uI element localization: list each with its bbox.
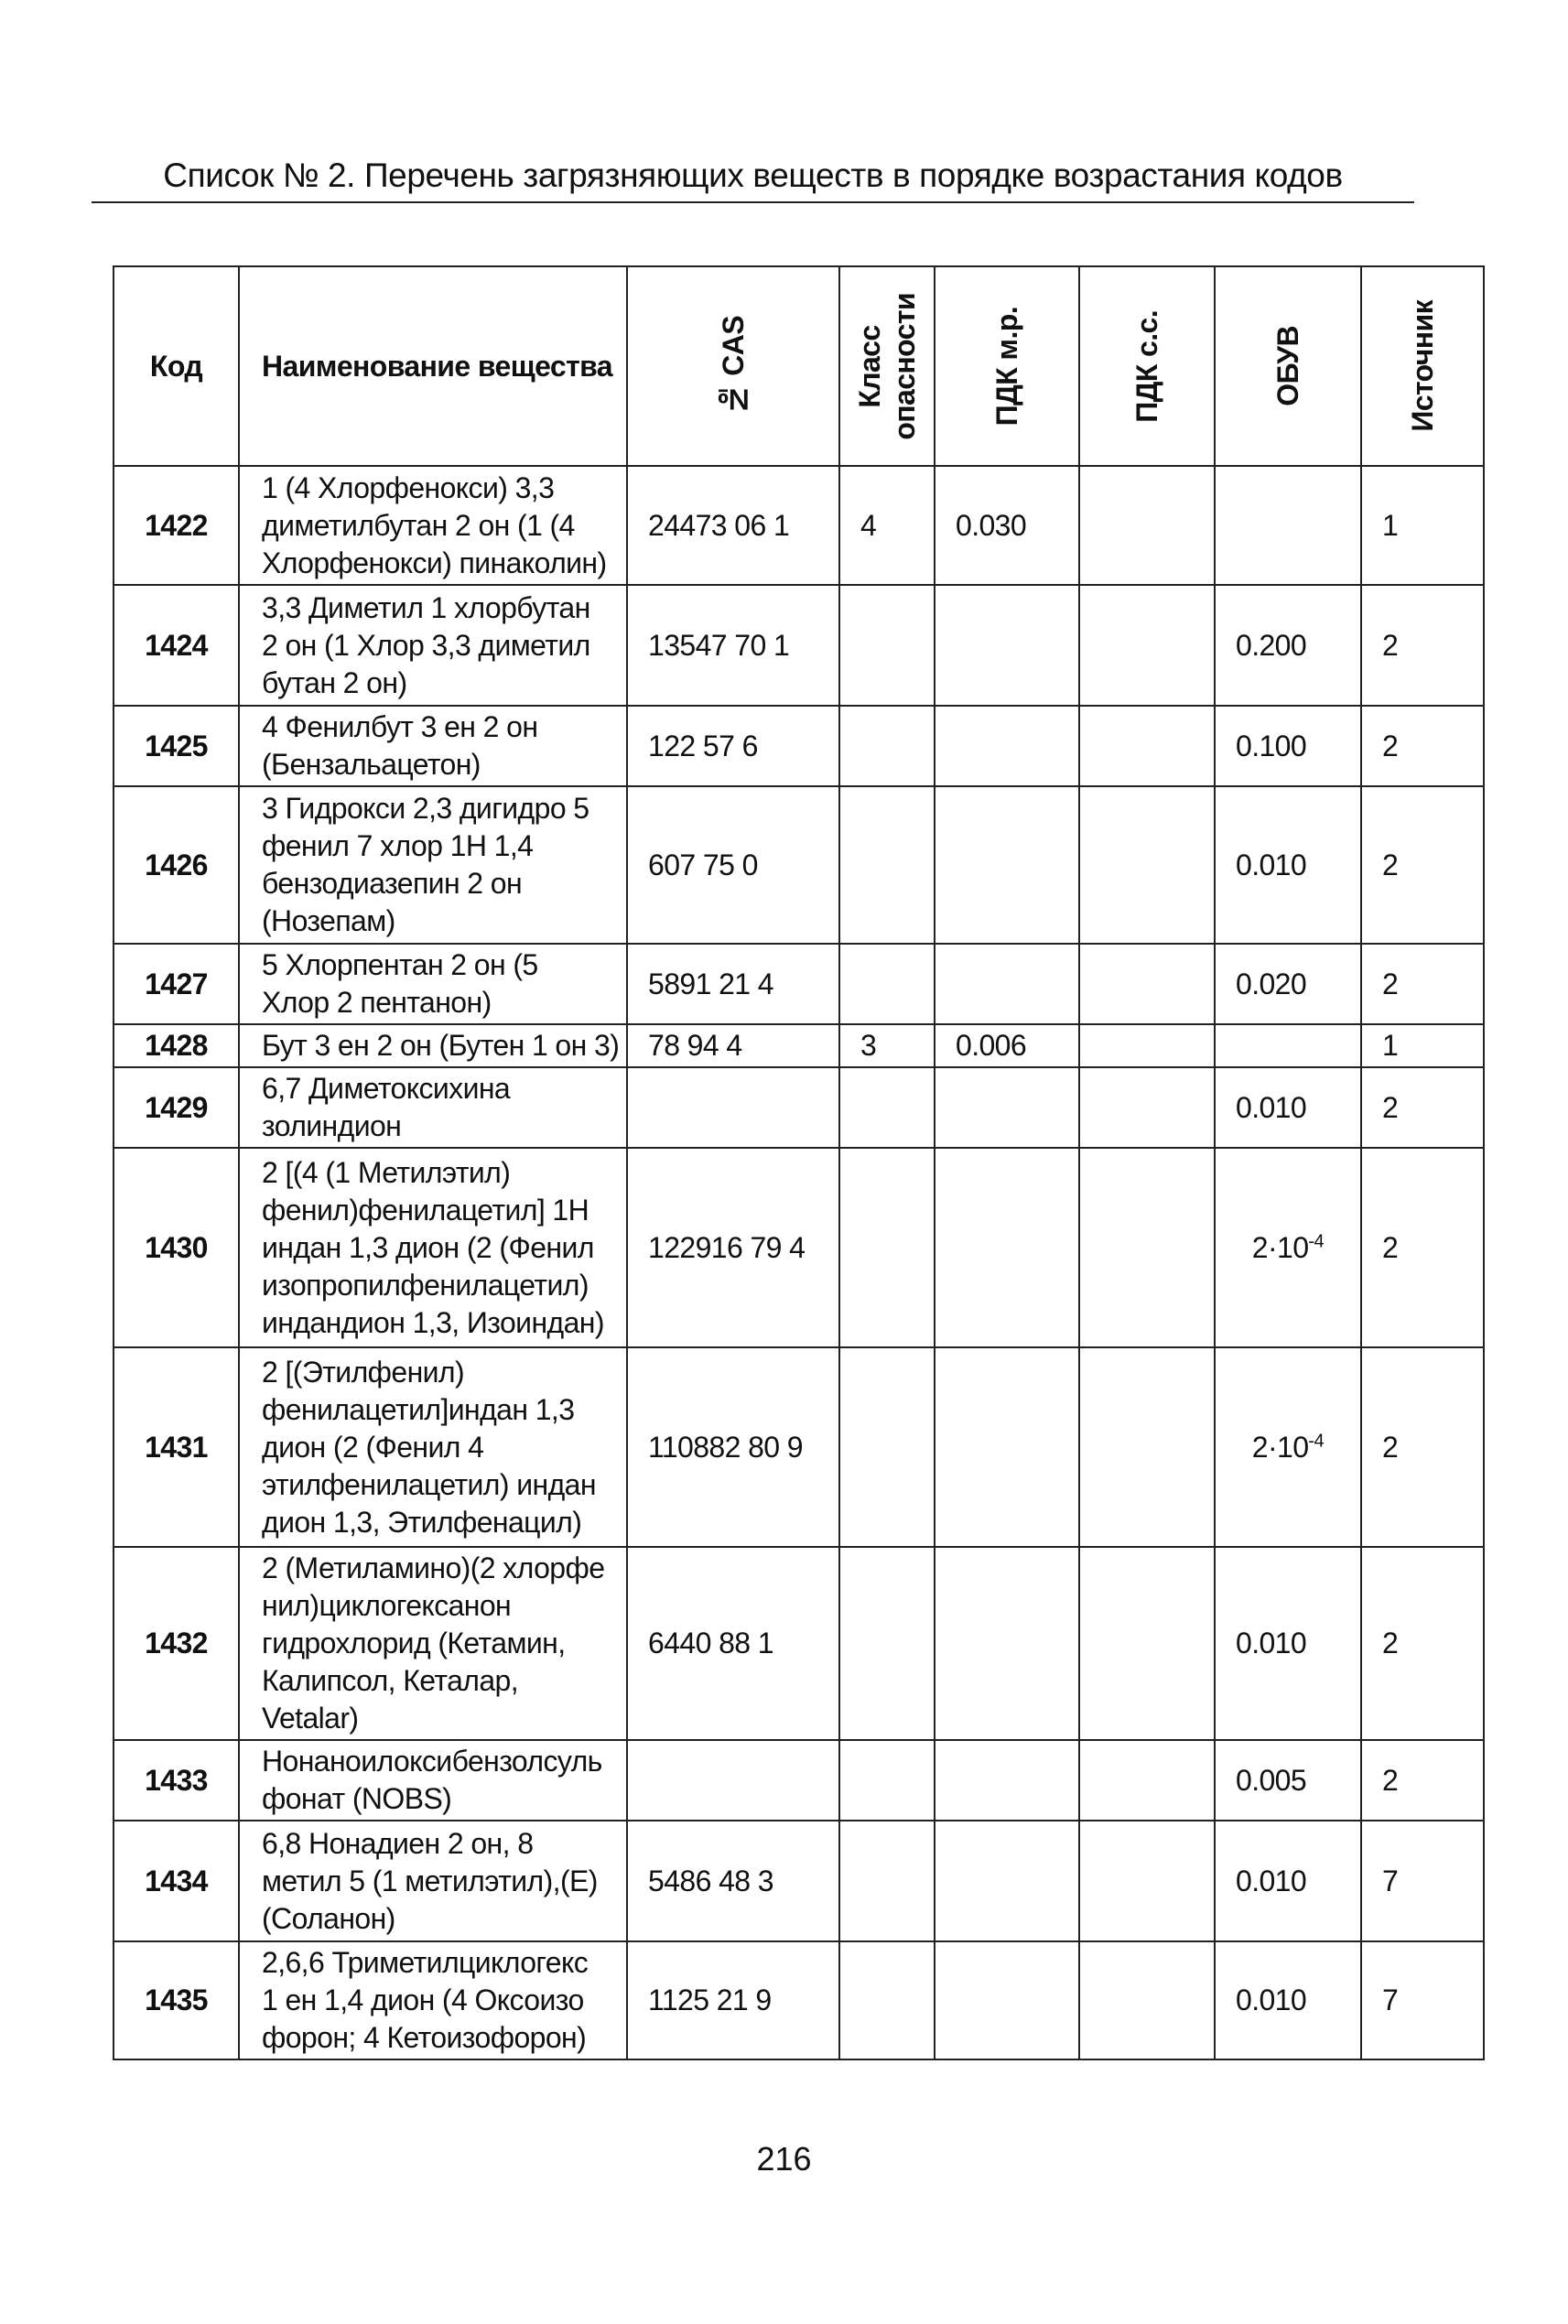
cell-class: 3 bbox=[839, 1024, 935, 1067]
cell-name-line: (Нозепам) bbox=[262, 904, 395, 937]
cell-obuv: 0.200 bbox=[1215, 585, 1361, 706]
table-body bbox=[114, 466, 1484, 2059]
cell-pdk-ss bbox=[1079, 466, 1215, 585]
column-header-class: Класс опасности bbox=[839, 266, 935, 466]
column-header-code: Код bbox=[114, 266, 239, 466]
cell-pdk-ss bbox=[1079, 1347, 1215, 1547]
obuv-scientific bbox=[1236, 1429, 1360, 1466]
cell-code: 1427 bbox=[114, 944, 239, 1024]
cell-name-line: золиндион bbox=[262, 1109, 402, 1142]
page-title: Список № 2. Перечень загрязняющих веществ в порядке возрастания кодов bbox=[92, 154, 1414, 203]
column-header-pdk-ss: ПДК с.с. bbox=[1079, 266, 1215, 466]
cell-obuv: 0.100 bbox=[1215, 706, 1361, 786]
cell-pdk-ss bbox=[1079, 706, 1215, 786]
table-row bbox=[114, 1821, 1484, 1941]
column-header-cas: № CAS bbox=[627, 266, 839, 466]
cell-obuv: 0.010 bbox=[1215, 1067, 1361, 1148]
obuv-base: 2·10 bbox=[1251, 1230, 1309, 1264]
cell-name-line: Калипсол, Кеталар, Vetalar) bbox=[262, 1664, 519, 1735]
cell-pdk-mr: 0.030 bbox=[935, 466, 1079, 585]
cell-cas bbox=[627, 1067, 839, 1148]
cell-name-line: изопропилфенилацетил) bbox=[262, 1268, 589, 1302]
cell-code: 1432 bbox=[114, 1547, 239, 1740]
cell-name-line: 2 он (1 Хлор 3,3 диметил bbox=[262, 628, 590, 662]
cell-source: 2 bbox=[1361, 944, 1484, 1024]
column-header-obuv: ОБУВ bbox=[1215, 266, 1361, 466]
cell-code: 1431 bbox=[114, 1347, 239, 1547]
cell-code: 1434 bbox=[114, 1821, 239, 1941]
cell-cas: 6440 88 1 bbox=[627, 1547, 839, 1740]
cell-class bbox=[839, 944, 935, 1024]
cell-pdk-ss bbox=[1079, 1547, 1215, 1740]
table-row bbox=[114, 1740, 1484, 1821]
cell-name-line: дион (2 (Фенил 4 bbox=[262, 1430, 484, 1464]
cell-class bbox=[839, 1547, 935, 1740]
cell-source: 2 bbox=[1361, 585, 1484, 706]
cell-name-line: бензодиазепин 2 он bbox=[262, 867, 523, 900]
cell-source: 2 bbox=[1361, 786, 1484, 944]
cell-source: 2 bbox=[1361, 1740, 1484, 1821]
cell-obuv bbox=[1215, 466, 1361, 585]
cell-source: 7 bbox=[1361, 1941, 1484, 2059]
cell-class bbox=[839, 786, 935, 944]
table-row bbox=[114, 1024, 1484, 1067]
obuv-exponent: -4 bbox=[1308, 1430, 1324, 1451]
cell-name bbox=[239, 944, 627, 1024]
obuv-exponent: -4 bbox=[1308, 1230, 1324, 1251]
cell-name-line: фонат (NOBS) bbox=[262, 1782, 452, 1815]
cell-name-line: 3,3 Диметил 1 хлорбутан bbox=[262, 590, 590, 624]
cell-code: 1430 bbox=[114, 1148, 239, 1347]
cell-name-line: гидрохлорид (Кетамин, bbox=[262, 1627, 566, 1659]
cell-pdk-ss bbox=[1079, 1740, 1215, 1821]
cell-name bbox=[239, 706, 627, 786]
cell-name bbox=[239, 1347, 627, 1547]
table-row bbox=[114, 706, 1484, 786]
cell-source: 1 bbox=[1361, 1024, 1484, 1067]
cell-name-line: бутан 2 он) bbox=[262, 665, 407, 699]
cell-class: 4 bbox=[839, 466, 935, 585]
cell-source: 2 bbox=[1361, 706, 1484, 786]
cell-name-line: Хлорфенокси) пинаколин) bbox=[262, 546, 607, 579]
table-row bbox=[114, 1547, 1484, 1740]
column-header-pdk-mr: ПДК м.р. bbox=[935, 266, 1079, 466]
cell-name bbox=[239, 1024, 627, 1067]
cell-name bbox=[239, 1067, 627, 1148]
cell-name-line: 1 (4 Хлорфенокси) 3,3 bbox=[262, 470, 555, 504]
cell-class bbox=[839, 1821, 935, 1941]
cell-cas: 110882 80 9 bbox=[627, 1347, 839, 1547]
cell-name bbox=[239, 1547, 627, 1740]
table-row bbox=[114, 1148, 1484, 1347]
cell-code: 1422 bbox=[114, 466, 239, 585]
cell-name-line: диметилбутан 2 он (1 (4 bbox=[262, 508, 575, 542]
cell-code: 1435 bbox=[114, 1941, 239, 2059]
cell-obuv: 0.010 bbox=[1215, 1821, 1361, 1941]
cell-source: 2 bbox=[1361, 1547, 1484, 1740]
table-row bbox=[114, 585, 1484, 706]
substances-table bbox=[113, 265, 1485, 2060]
cell-name-line: 2 [(4 (1 Метилэтил) bbox=[262, 1155, 511, 1189]
cell-pdk-mr bbox=[935, 1740, 1079, 1821]
cell-obuv bbox=[1215, 1024, 1361, 1067]
cell-name-line: нил)циклогексанон bbox=[262, 1589, 512, 1622]
cell-code: 1425 bbox=[114, 706, 239, 786]
cell-cas: 13547 70 1 bbox=[627, 585, 839, 706]
cell-name-line: индан 1,3 дион (2 (Фенил bbox=[262, 1230, 594, 1264]
cell-cas: 5891 21 4 bbox=[627, 944, 839, 1024]
cell-source: 7 bbox=[1361, 1821, 1484, 1941]
cell-obuv: 0.020 bbox=[1215, 944, 1361, 1024]
table-row bbox=[114, 944, 1484, 1024]
cell-pdk-mr bbox=[935, 1547, 1079, 1740]
cell-name-line: 5 Хлорпентан 2 он (5 bbox=[262, 948, 538, 981]
cell-cas: 122916 79 4 bbox=[627, 1148, 839, 1347]
cell-code: 1428 bbox=[114, 1024, 239, 1067]
cell-name-line: форон; 4 Кетоизофорон) bbox=[262, 2021, 587, 2054]
cell-name-line: фенил 7 хлор 1Н 1,4 bbox=[262, 829, 534, 862]
cell-code: 1433 bbox=[114, 1740, 239, 1821]
cell-name bbox=[239, 1740, 627, 1821]
cell-class bbox=[839, 1941, 935, 2059]
cell-cas: 122 57 6 bbox=[627, 706, 839, 786]
cell-name-line: 2 (Метиламино)(2 хлорфе bbox=[262, 1551, 605, 1584]
cell-name-line: (Соланон) bbox=[262, 1901, 395, 1935]
cell-pdk-ss bbox=[1079, 1148, 1215, 1347]
cell-source: 2 bbox=[1361, 1347, 1484, 1547]
cell-obuv: 0.010 bbox=[1215, 1941, 1361, 2059]
cell-name bbox=[239, 466, 627, 585]
cell-pdk-ss bbox=[1079, 1821, 1215, 1941]
table-row bbox=[114, 786, 1484, 944]
cell-source: 2 bbox=[1361, 1067, 1484, 1148]
cell-name-line: дион 1,3, Этилфенацил) bbox=[262, 1505, 582, 1539]
page-number: 216 bbox=[756, 2140, 812, 2178]
cell-pdk-mr bbox=[935, 1148, 1079, 1347]
cell-code: 1426 bbox=[114, 786, 239, 944]
cell-pdk-ss bbox=[1079, 1024, 1215, 1067]
table-row bbox=[114, 1067, 1484, 1148]
cell-pdk-ss bbox=[1079, 585, 1215, 706]
obuv-base: 2·10 bbox=[1251, 1430, 1309, 1464]
cell-cas: 607 75 0 bbox=[627, 786, 839, 944]
cell-name-line: фенил)фенилацетил] 1Н bbox=[262, 1193, 589, 1227]
cell-name bbox=[239, 1148, 627, 1347]
cell-code: 1429 bbox=[114, 1067, 239, 1148]
cell-pdk-ss bbox=[1079, 1941, 1215, 2059]
table-row bbox=[114, 1347, 1484, 1547]
cell-pdk-ss bbox=[1079, 786, 1215, 944]
cell-cas: 1125 21 9 bbox=[627, 1941, 839, 2059]
cell-class bbox=[839, 1148, 935, 1347]
cell-class bbox=[839, 585, 935, 706]
cell-pdk-mr bbox=[935, 1941, 1079, 2059]
cell-name-line: Нонаноилоксибензолсуль bbox=[262, 1745, 602, 1778]
cell-code: 1424 bbox=[114, 585, 239, 706]
cell-name-line: 4 Фенилбут 3 ен 2 он bbox=[262, 710, 538, 743]
cell-name-line: Хлор 2 пентанон) bbox=[262, 986, 492, 1019]
cell-source: 2 bbox=[1361, 1148, 1484, 1347]
cell-name bbox=[239, 1821, 627, 1941]
cell-class bbox=[839, 1067, 935, 1148]
cell-obuv bbox=[1215, 1347, 1361, 1547]
column-header-name: Наименование вещества bbox=[239, 266, 627, 466]
cell-name-line: фенилацетил]индан 1,3 bbox=[262, 1392, 575, 1426]
cell-pdk-ss bbox=[1079, 1067, 1215, 1148]
cell-pdk-mr bbox=[935, 1067, 1079, 1148]
cell-pdk-mr bbox=[935, 944, 1079, 1024]
cell-pdk-mr bbox=[935, 706, 1079, 786]
cell-cas: 24473 06 1 bbox=[627, 466, 839, 585]
cell-name bbox=[239, 786, 627, 944]
cell-name-line: Бут 3 ен 2 он (Бутен 1 он 3) bbox=[262, 1029, 620, 1062]
cell-name-line: 3 Гидрокси 2,3 дигидро 5 bbox=[262, 792, 589, 825]
cell-pdk-mr bbox=[935, 786, 1079, 944]
cell-name-line: 1 ен 1,4 дион (4 Оксоизо bbox=[262, 1984, 584, 2016]
cell-name-line: 2 [(Этилфенил) bbox=[262, 1355, 465, 1389]
cell-source: 1 bbox=[1361, 466, 1484, 585]
cell-obuv bbox=[1215, 1148, 1361, 1347]
cell-name bbox=[239, 1941, 627, 2059]
cell-pdk-mr bbox=[935, 1821, 1079, 1941]
cell-obuv: 0.010 bbox=[1215, 1547, 1361, 1740]
table-row bbox=[114, 466, 1484, 585]
cell-pdk-mr bbox=[935, 585, 1079, 706]
cell-pdk-mr bbox=[935, 1347, 1079, 1547]
cell-name-line: 6,8 Нонадиен 2 он, 8 bbox=[262, 1826, 534, 1860]
obuv-scientific bbox=[1236, 1229, 1360, 1267]
cell-obuv: 0.005 bbox=[1215, 1740, 1361, 1821]
cell-cas: 5486 48 3 bbox=[627, 1821, 839, 1941]
cell-cas: 78 94 4 bbox=[627, 1024, 839, 1067]
cell-name-line: этилфенилацетил) индан bbox=[262, 1467, 596, 1501]
column-header-source: Источник bbox=[1361, 266, 1484, 466]
cell-cas bbox=[627, 1740, 839, 1821]
cell-obuv: 0.010 bbox=[1215, 786, 1361, 944]
cell-pdk-ss bbox=[1079, 944, 1215, 1024]
cell-name-line: 2,6,6 Триметилциклогекс bbox=[262, 1946, 589, 1979]
cell-name bbox=[239, 585, 627, 706]
table-header-row bbox=[114, 266, 1484, 466]
cell-name-line: (Бензальацетон) bbox=[262, 748, 481, 781]
cell-class bbox=[839, 1740, 935, 1821]
table-row bbox=[114, 1941, 1484, 2059]
cell-class bbox=[839, 706, 935, 786]
cell-name-line: 6,7 Диметоксихина bbox=[262, 1072, 511, 1105]
cell-name-line: метил 5 (1 метилэтил),(Е) bbox=[262, 1864, 598, 1897]
cell-name-line: индандион 1,3, Изоиндан) bbox=[262, 1305, 604, 1339]
cell-class bbox=[839, 1347, 935, 1547]
cell-pdk-mr: 0.006 bbox=[935, 1024, 1079, 1067]
